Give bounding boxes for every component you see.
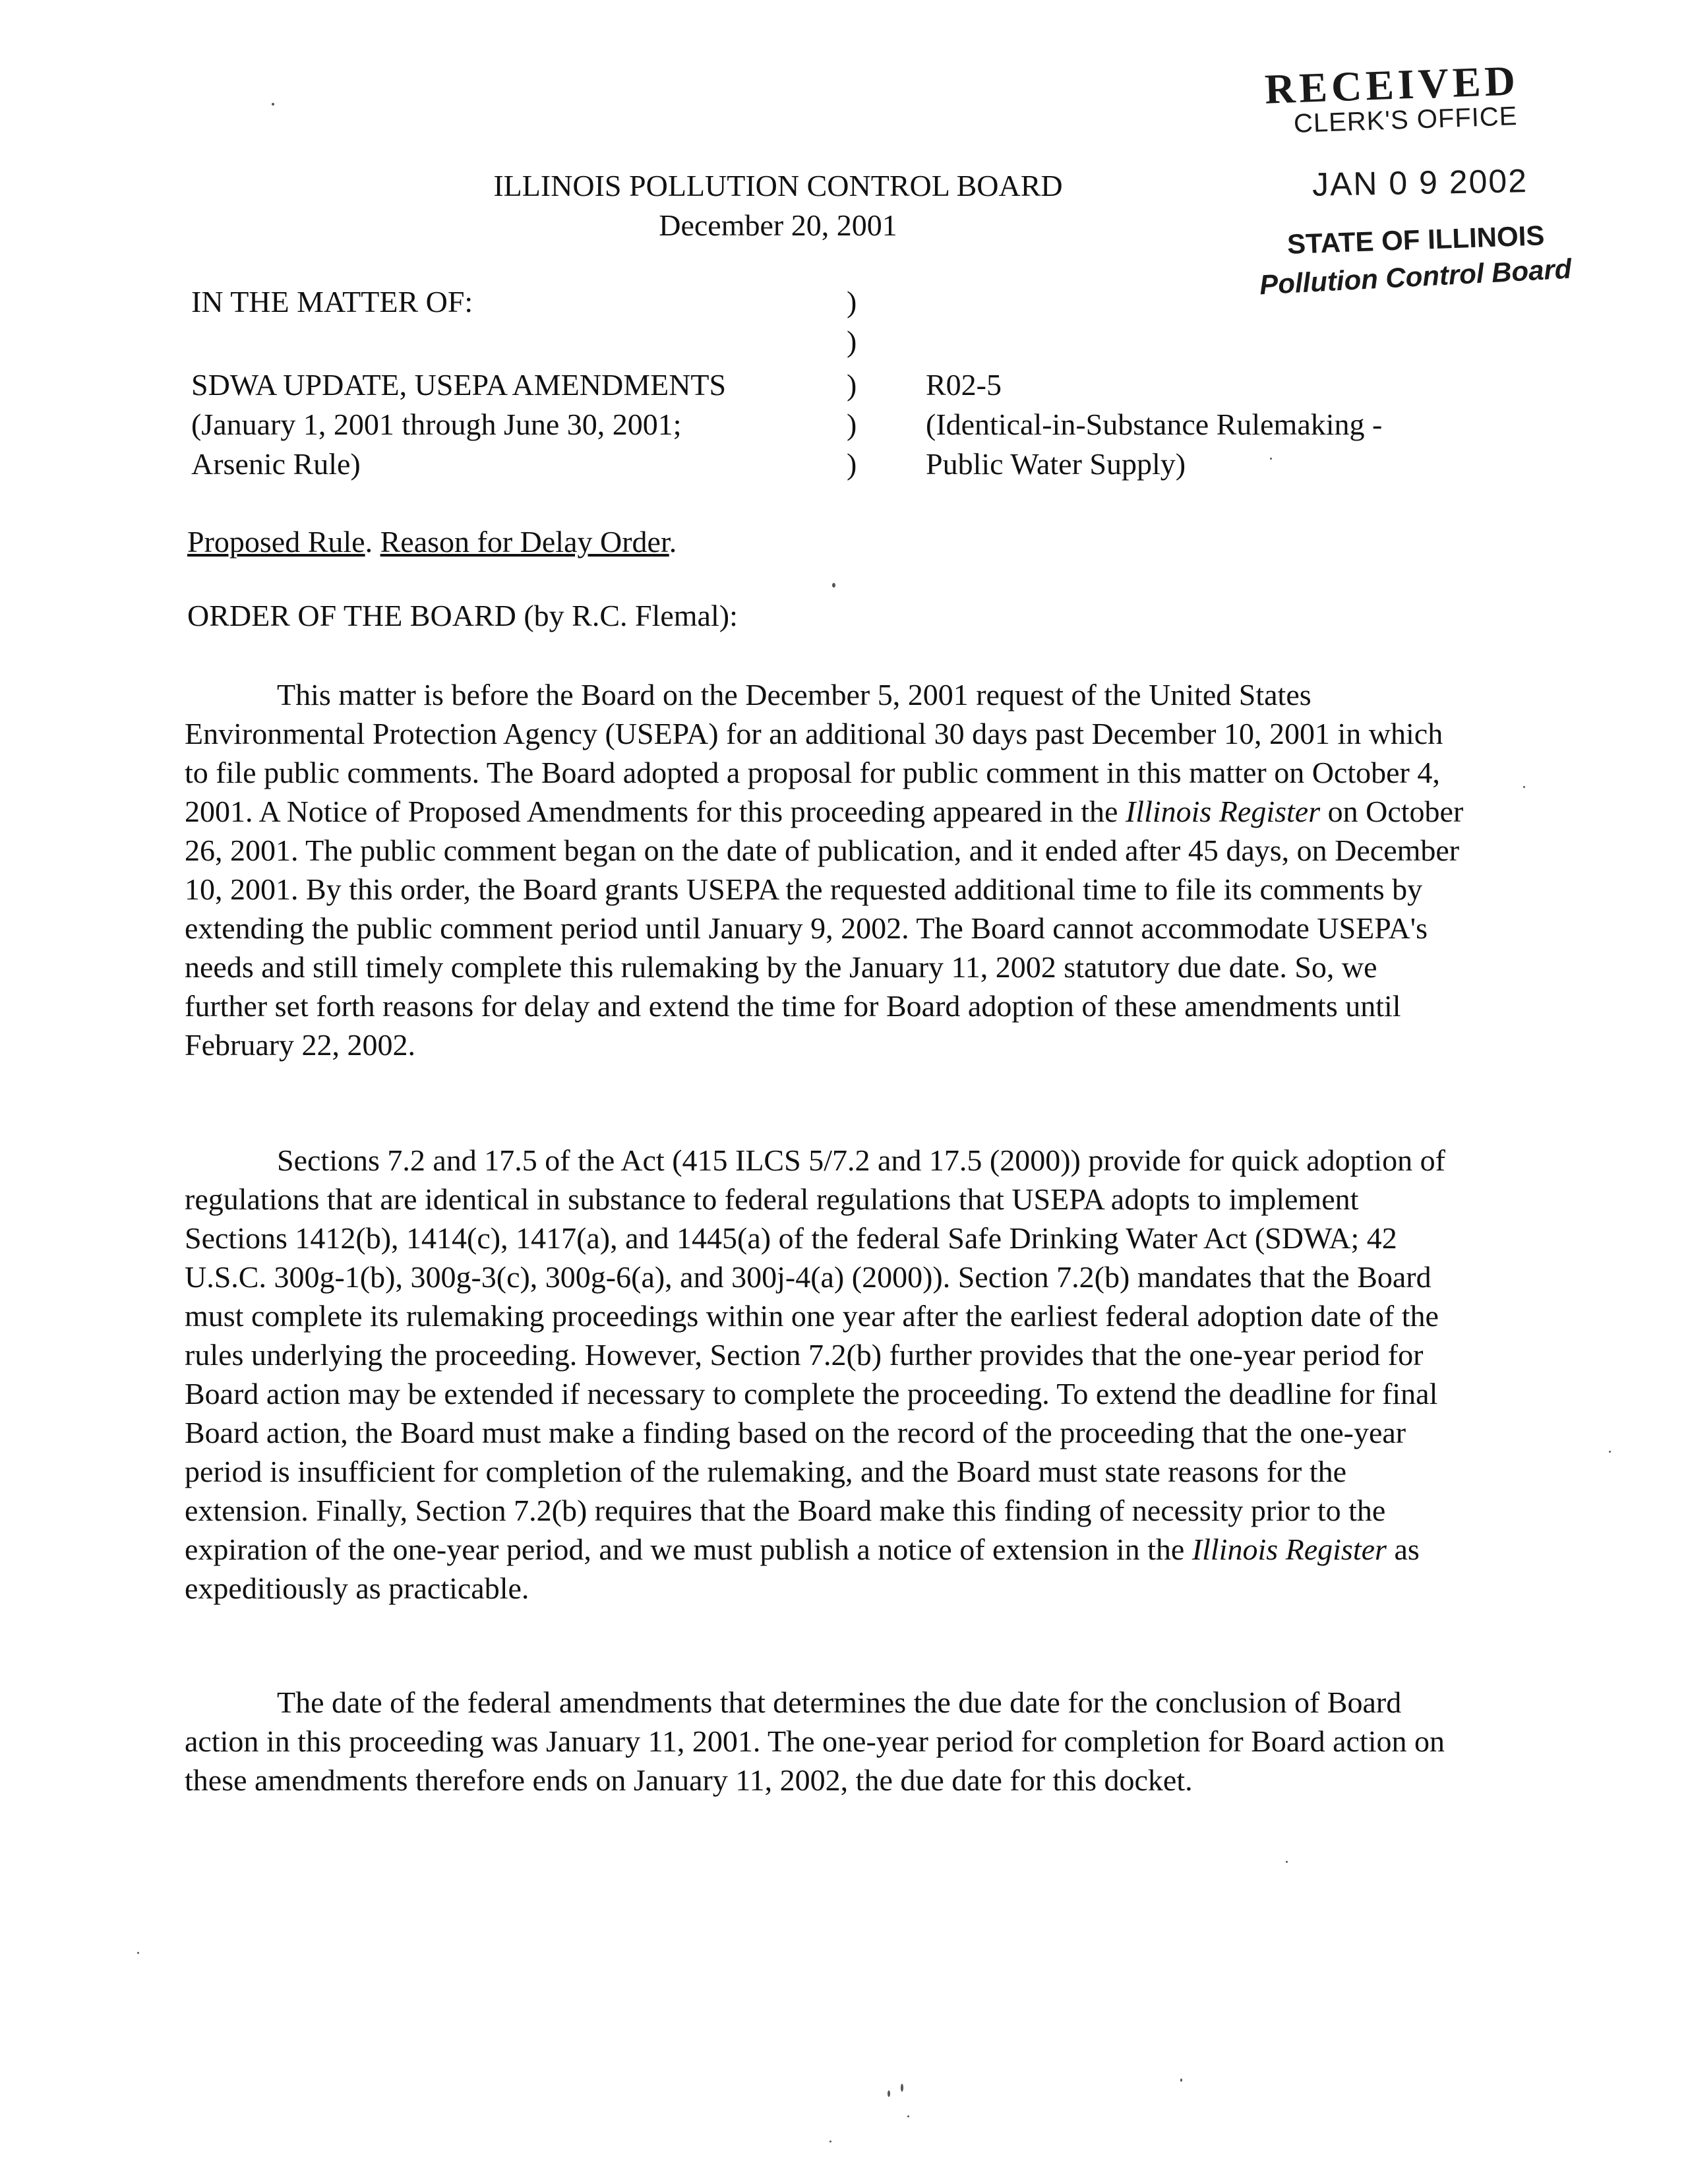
board-title: ILLINOIS POLLUTION CONTROL BOARD: [493, 169, 1063, 202]
caption-line: Public Water Supply): [926, 447, 1186, 481]
paragraph-text: Sections 7.2 and 17.5 of the Act (415 ILCS 5/7.2 and 17.5 (2000)) provide for quick adoption of regulations that are identical in substance to federal regulations that USEPA adopts to implement Sections 1412(b), 1414(c), 1417(a), and 1445(a) of the federal Safe Drinking Water Act (SDWA; 42 U.S.C. 300g-1(b), 300g-3(c), 300g-6(a), and 300j-4(a) (2000)). Section 7.2(b) mandates that the Board must complete its rulemaking proceedings within one year after the earliest federal adoption date of the rules underlying the proceeding. However, Section 7.2(b) further provides that the one-year period for Board action may be extended if necessary to complete the proceeding. To extend the deadline for final Board action, the Board must make a finding based on the record of the proceeding that the one-year period is insufficient for completion of the rulemaking, and the Board must state reasons for the extension. Finally, Section 7.2(b) requires that the Board make this finding of necessity prior to the expiration of the one-year period, and we must publish a notice of extension in the: [185, 1143, 1445, 1566]
stamp-state: STATE OF ILLINOIS: [1286, 220, 1546, 260]
stamp-date: JAN 0 9 2002: [1311, 162, 1528, 203]
caption-left: [191, 282, 726, 484]
paren: ): [847, 447, 857, 481]
scan-speck: [137, 1952, 139, 1954]
scan-speck: [1180, 2078, 1182, 2082]
paragraph-text: The date of the federal amendments that determines the due date for the conclusion of Board action in this proceeding was January 11, 2001. The one-year period for completion for Board action on these amendments therefore ends on January 11, 2002, the due date for this docket.: [185, 1685, 1445, 1797]
paragraph-3: [185, 1683, 1464, 1800]
caption-line: Arsenic Rule): [191, 447, 361, 481]
reason-for-delay-label: Reason for Delay Order: [380, 525, 669, 559]
scan-speck: [1609, 1451, 1611, 1453]
paren: ): [847, 368, 857, 402]
paragraph-text: on October 26, 2001. The public comment began on the date of publication, and it ended after 45 days, on December 10, 2001. By this order, the Board grants USEPA the requested additional time to file its comments by extending the public comment period until January 9, 2002. The Board cannot accommodate USEPA's needs and still timely complete this rulemaking by the January 11, 2002 statutory due date. So, we further set forth reasons for delay and extend the time for Board adoption of these amendments until February 22, 2002.: [185, 795, 1464, 1062]
paragraph-text: as expeditiously as practicable.: [185, 1532, 1420, 1605]
order-subtitle: [187, 522, 677, 562]
scan-speck: [829, 2140, 831, 2142]
scan-speck: [1286, 1861, 1288, 1863]
order-date: December 20, 2001: [659, 208, 897, 242]
order-of-the-board: ORDER OF THE BOARD (by R.C. Flemal):: [187, 599, 738, 632]
caption-line: (Identical-in-Substance Rulemaking -: [926, 408, 1383, 441]
register-title: Illinois Register: [1191, 1532, 1387, 1566]
matter-label: IN THE MATTER OF:: [191, 285, 473, 318]
blank-line: [191, 322, 726, 361]
caption-right: [926, 365, 1382, 484]
scan-speck: [1270, 458, 1272, 460]
paren: ): [847, 408, 857, 441]
paragraph-2: [185, 1141, 1464, 1608]
clerks-office-stamp: CLERK'S OFFICE: [1293, 102, 1519, 138]
received-stamp: RECEIVED: [1263, 57, 1520, 113]
proposed-rule-label: Proposed Rule: [187, 525, 365, 559]
period: .: [669, 525, 677, 559]
paragraph-1: [185, 675, 1464, 1064]
scan-speck: [907, 2115, 909, 2117]
caption-line: SDWA UPDATE, USEPA AMENDMENTS: [191, 368, 727, 402]
paren: ): [847, 324, 857, 358]
paren: ): [847, 285, 857, 318]
period: .: [365, 525, 380, 559]
caption-parens: [847, 282, 857, 484]
paragraph-text: This matter is before the Board on the December 5, 2001 request of the United States Environmental Protection Agency (USEPA) for an additional 30 days past December 10, 2001 in which to file public comments. The Board adopted a proposal for public comment in this matter on October 4, 2001. A Notice of Proposed Amendments for this proceeding appeared in the: [185, 678, 1443, 828]
docket-number: R02-5: [926, 368, 1002, 402]
stamp-board: Pollution Control Board: [1259, 253, 1573, 301]
document-header: [369, 166, 1187, 245]
scan-speck: [832, 583, 835, 588]
scan-speck: [901, 2084, 903, 2092]
scan-speck: [1523, 786, 1525, 788]
caption-line: (January 1, 2001 through June 30, 2001;: [191, 408, 682, 441]
scan-speck: [272, 103, 274, 106]
register-title: Illinois Register: [1125, 795, 1321, 828]
scan-speck: [888, 2090, 890, 2097]
